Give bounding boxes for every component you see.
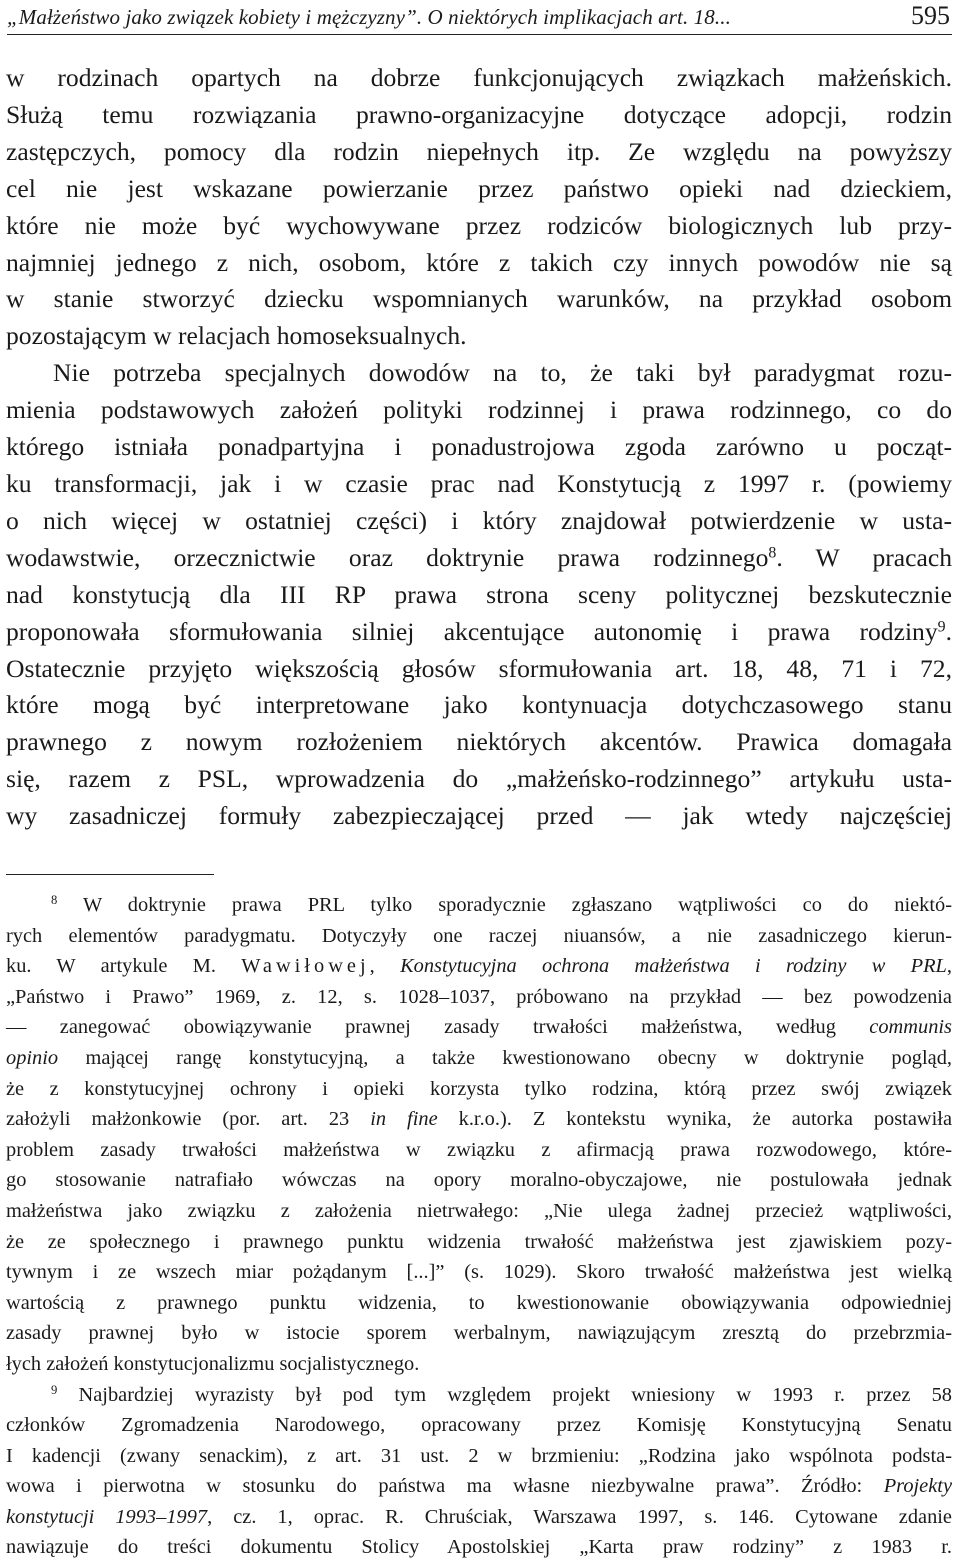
text-segment: Najbardziej wyrazisty był pod tym względem projekt wniesiony w 1993 r. przez 58	[78, 1383, 952, 1406]
footnote-line: I kadencji (zwany senackim), z art. 31 ust. 2 w brzmieniu: „Rodzina jako wspólnota podsta-	[6, 1444, 952, 1467]
text-line: się, razem z PSL, wprowadzenia do „małżeńsko-rodzinnego” artykułu usta-	[6, 764, 952, 794]
italic-term: in fine	[370, 1108, 438, 1131]
footnote-line: problem zasady trwałości małżeństwa w związku z afirmacją prawa rozwodowego, które-	[6, 1138, 952, 1161]
footnote-number: 9	[51, 1382, 58, 1397]
text-line: w rodzinach opartych na dobrze funkcjonujących związkach małżeńskich.	[6, 63, 952, 92]
text-segment: . W pracach	[776, 542, 953, 572]
paragraph-1	[6, 60, 952, 355]
footnote-line	[6, 951, 952, 982]
running-header	[7, 2, 952, 35]
footnote-ref-8[interactable]: 8	[768, 544, 777, 562]
italic-term: communis	[869, 1016, 952, 1039]
footnote-line: członków Zgromadzenia Narodowego, opracowany przez Komisję Konstytucyjną Senatu	[6, 1414, 952, 1437]
text-segment: założyli małżonkowie (por. art. 23	[6, 1108, 371, 1131]
article-title: Konstytucyjna ochrona małżeństwa i rodziny w PRL	[400, 955, 947, 978]
source-title: konstytucji 1993–1997	[6, 1505, 208, 1528]
main-text	[6, 60, 952, 835]
footnote-line: nawiązuje do treści dokumentu Stolicy Apostolskiej „Karta praw rodziny” z 1983 r.	[6, 1536, 952, 1559]
footnote-line: rych elementów paradygmatu. Dotyczyły one raczej niuansów, a nie zasadniczego kierun-	[6, 924, 952, 947]
footnote-line	[6, 1043, 952, 1074]
text-segment: proponowała sformułowania silniej akcentujące autonomię i prawa rodziny	[6, 616, 938, 646]
text-segment: wodawstwie, orzecznictwie oraz doktrynie prawa rodzinnego	[6, 542, 769, 572]
author-name: Wawiłowej	[241, 955, 370, 978]
footnote-separator	[6, 874, 214, 875]
text-segment: ku. W artykule M.	[6, 955, 242, 978]
footnote-line: że ze społecznego i prawnego punktu widzenia trwałość małżeństwa jest zjawiskiem pozy-	[6, 1230, 952, 1253]
italic-term: opinio	[6, 1046, 59, 1069]
footnote-line	[6, 1104, 952, 1135]
footnote-line: łych założeń konstytucjonalizmu socjalistycznego.	[6, 1352, 420, 1375]
footnote-line	[6, 890, 952, 921]
text-line: nad konstytucją dla III RP prawa strona sceny politycznej bezskutecznie	[6, 579, 952, 609]
source-title: Projekty	[883, 1475, 952, 1498]
footnote-line: „Państwo i Prawo” 1969, z. 12, s. 1028–1037, próbowano na przykład — bez powodzenia	[6, 985, 952, 1008]
text-line	[6, 614, 952, 651]
text-line: o nich więcej w ostatniej części) i który znajdował potwierdzenie w usta-	[6, 505, 952, 535]
text-segment: k.r.o.). Z kontekstu wynika, że autorka postawiła	[437, 1108, 952, 1131]
text-segment: W doktrynie prawa PRL tylko sporadycznie zgłaszano wątpliwości co do niektó-	[82, 894, 953, 916]
page-number: 595	[911, 1, 950, 30]
text-line: które nie może być wychowywane przez rodziców biologicznych lub przy-	[6, 210, 952, 240]
text-line: cel nie jest wskazane powierzanie przez państwo opieki nad dzieckiem,	[6, 173, 952, 203]
footnote-line: wartością z prawnego punktu widzenia, to kwestionowanie obowiązywania odpowiedniej	[6, 1291, 952, 1314]
text-line: Nie potrzeba specjalnych dowodów na to, że taki był paradygmat rozu-	[53, 358, 952, 388]
text-line: które mogą być interpretowane jako kontynuacja dotychczasowego stanu	[6, 690, 952, 720]
text-line: pozostającym w relacjach homoseksualnych.	[6, 321, 467, 351]
text-segment: wowa i pierwotna w stosunku do państwa ma własne niezbywalne prawa”. Źródło:	[6, 1475, 884, 1498]
footnote-number: 8	[51, 893, 58, 908]
text-line: wy zasadniczej formuły zabezpieczającej przed — jak wtedy najczęściej	[6, 801, 952, 831]
text-line: prawnego z nowym rozłożeniem niektórych akcentów. Prawica domagała	[6, 727, 952, 757]
text-line: Ostatecznie przyjęto większością głosów sformułowania art. 18, 48, 71 i 72,	[6, 653, 952, 683]
text-segment: mającej rangę konstytucyjną, a także kwestionowano obecny w doktrynie pogląd,	[58, 1046, 952, 1069]
text-line: ku transformacji, jak i w czasie prac nad Konstytucją z 1997 r. (powiemy	[6, 468, 952, 498]
footnote-line: zasady prawnej było w istocie sporem werbalnym, nawiązującym zresztą do przebrzmia-	[6, 1322, 952, 1345]
text-line: którego istniała ponadpartyjna i ponadustrojowa zgoda zarówno u począt-	[6, 432, 952, 462]
text-segment: ,	[946, 955, 952, 978]
footnote-line: tywnym i ze wszech miar pożądanym [...]” (s. 1029). Skoro trwałość małżeństwa jest wielką	[6, 1261, 952, 1284]
footnote-9	[6, 1380, 952, 1564]
text-line: mienia podstawowych założeń polityki rodzinnej i prawa rodzinnego, co do	[6, 395, 952, 425]
text-segment: ,	[369, 955, 401, 978]
footnote-line: małżeństwa jako związku z założenia nietrwałego: „Nie ulega żadnej przecież wątpliwości,	[6, 1199, 952, 1222]
footnote-line: że z konstytucyjnej ochrony i opieki korzysta tylko rodzina, którą przez swój związek	[6, 1077, 952, 1100]
text-line: Służą temu rozwiązania prawno-organizacyjne dotyczące adopcji, rodzin	[6, 99, 952, 129]
footnote-line	[6, 1380, 952, 1411]
footnote-line	[6, 1012, 952, 1043]
footnote-line	[6, 1471, 952, 1502]
footnote-ref-9[interactable]: 9	[937, 617, 946, 635]
text-segment: .	[945, 616, 952, 646]
text-line: w stanie stworzyć dziecku wspomnianych warunków, na przykład osobom	[6, 284, 952, 314]
text-segment: , cz. 1, oprac. R. Chruściak, Warszawa 1997, s. 146. Cytowane zdanie	[207, 1505, 952, 1528]
footnote-line: go stosowanie natrafiało wówczas na opory moralno-obyczajowe, nie postulowała jednak	[6, 1169, 952, 1192]
text-segment: — zanegować obowiązywanie prawnej zasady trwałości małżeństwa, według	[6, 1016, 870, 1039]
paragraph-2	[6, 355, 952, 835]
footnote-8	[6, 890, 952, 1380]
footnote-line	[6, 1502, 952, 1533]
running-title: „Małżeństwo jako związek kobiety i mężczyzny”. O niektórych implikacjach art. 18...	[7, 5, 731, 29]
text-line: zastępczych, pomocy dla rodzin niepełnych itp. Ze względu na powyższy	[6, 136, 952, 166]
text-line: najmniej jednego z nich, osobom, które z takich czy innych powodów nie są	[6, 247, 952, 277]
footnotes	[6, 890, 952, 1563]
text-line	[6, 540, 952, 577]
